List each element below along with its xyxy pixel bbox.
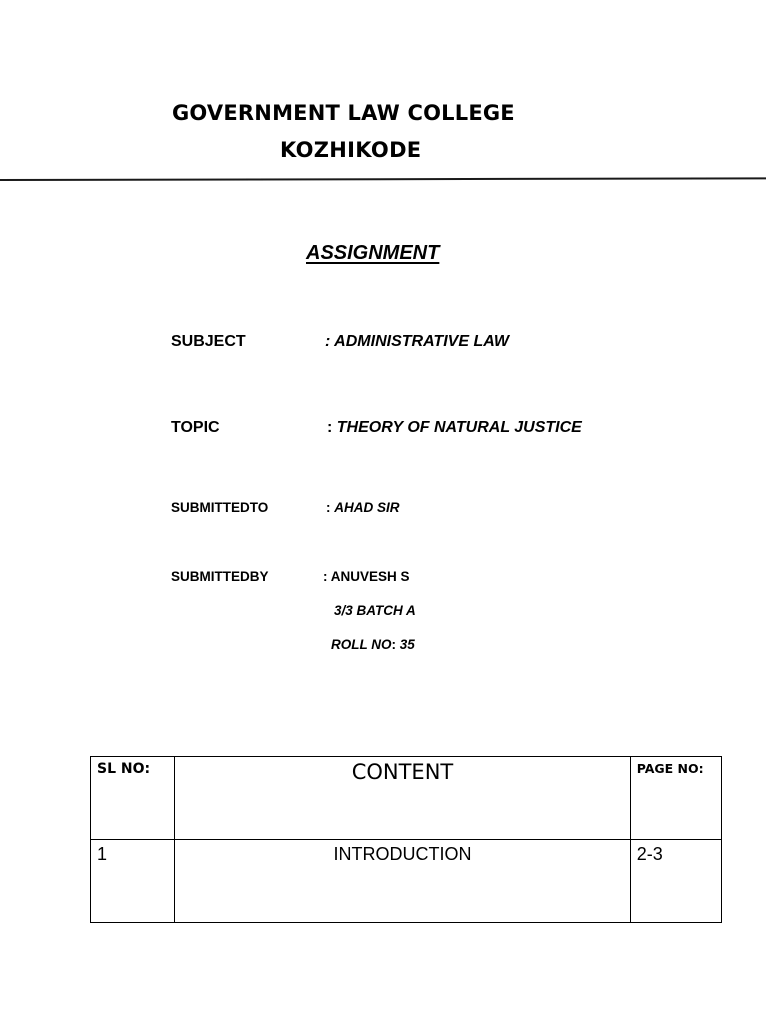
page-no-header: PAGE NO: [630,757,721,840]
table-row [91,840,722,923]
roll-label: ROLL NO [331,637,392,652]
submitted-by-value: : ANUVESH S [323,569,410,584]
contents-header-row [91,757,722,840]
row-page-no: 2-3 [630,840,721,923]
content-header: CONTENT [175,757,630,840]
submitted-to-separator: : [326,500,335,515]
batch-value-text: 3/3 BATCH A [334,603,416,618]
contents-table [90,756,722,923]
roll-number [331,637,415,652]
row-sl-no: 1 [91,840,175,923]
topic-value-text: THEORY OF NATURAL JUSTICE [336,419,582,436]
submitted-to-label: SUBMITTEDTO [171,500,269,515]
subject-value [325,333,509,351]
assignment-title: ASSIGNMENT [306,242,440,264]
roll-separator: : [391,637,400,652]
topic-separator: : [327,419,337,436]
submitted-by-label: SUBMITTEDBY [171,569,269,584]
roll-value: 35 [399,637,415,652]
submitted-to-value-text: AHAD SIR [334,500,400,515]
row-content: INTRODUCTION [175,840,630,923]
topic-value [327,419,582,437]
sl-no-header: SL NO: [91,757,175,840]
college-name: GOVERNMENT LAW COLLEGE [172,101,515,125]
college-city: KOZHIKODE [280,138,422,162]
subject-label: SUBJECT [171,333,246,350]
topic-label: TOPIC [171,419,220,436]
subject-value-text: : ADMINISTRATIVE LAW [325,333,509,350]
batch-value [334,603,416,618]
header-divider [0,177,766,181]
submitted-to-value [326,500,400,515]
